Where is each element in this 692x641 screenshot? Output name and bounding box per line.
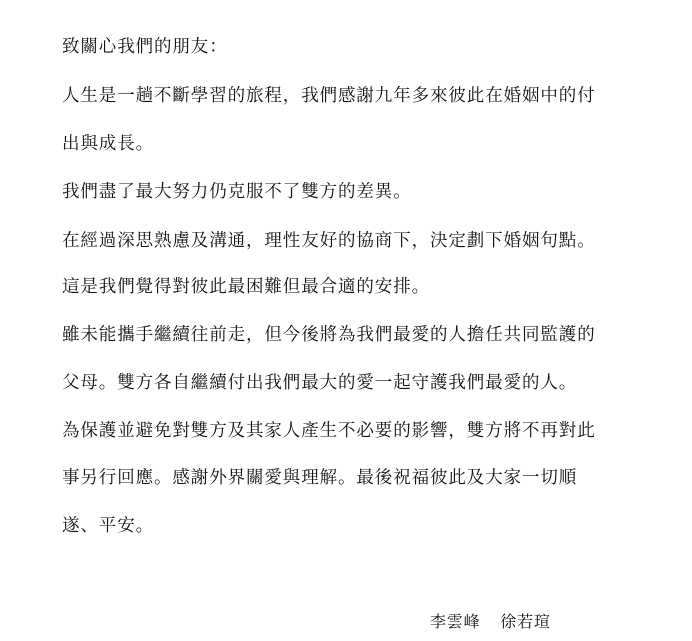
letter-line: 出與成長。 (62, 134, 154, 154)
letter-line: 我們盡了最大努力仍克服不了雙方的差異。 (62, 182, 412, 202)
letter-line: 為保護並避免對雙方及其家人產生不必要的影響，雙方將不再對此 (62, 421, 596, 441)
letter-line: 這是我們覺得對彼此最困難但最合適的安排。 (62, 277, 430, 297)
letter-line: 雖未能攜手繼續往前走，但今後將為我們最愛的人擔任共同監護的 (62, 325, 596, 345)
letter-salutation: 致關心我們的朋友： (62, 37, 228, 57)
signature-block (430, 611, 551, 633)
letter-line: 遂、平安。 (62, 516, 154, 536)
letter-line: 父母。雙方各自繼續付出我們最大的愛一起守護我們最愛的人。 (62, 373, 578, 393)
letter-line: 人生是一趟不斷學習的旅程，我們感謝九年多來彼此在婚姻中的付 (62, 86, 596, 106)
signatory-name: 徐若瑄 (500, 612, 551, 631)
signatory-name: 李雲峰 (430, 612, 481, 631)
letter-line: 在經過深思熟慮及溝通，理性友好的協商下，決定劃下婚姻句點。 (62, 231, 596, 251)
letter-line: 事另行回應。感謝外界關愛與理解。最後祝福彼此及大家一切順 (62, 468, 578, 488)
